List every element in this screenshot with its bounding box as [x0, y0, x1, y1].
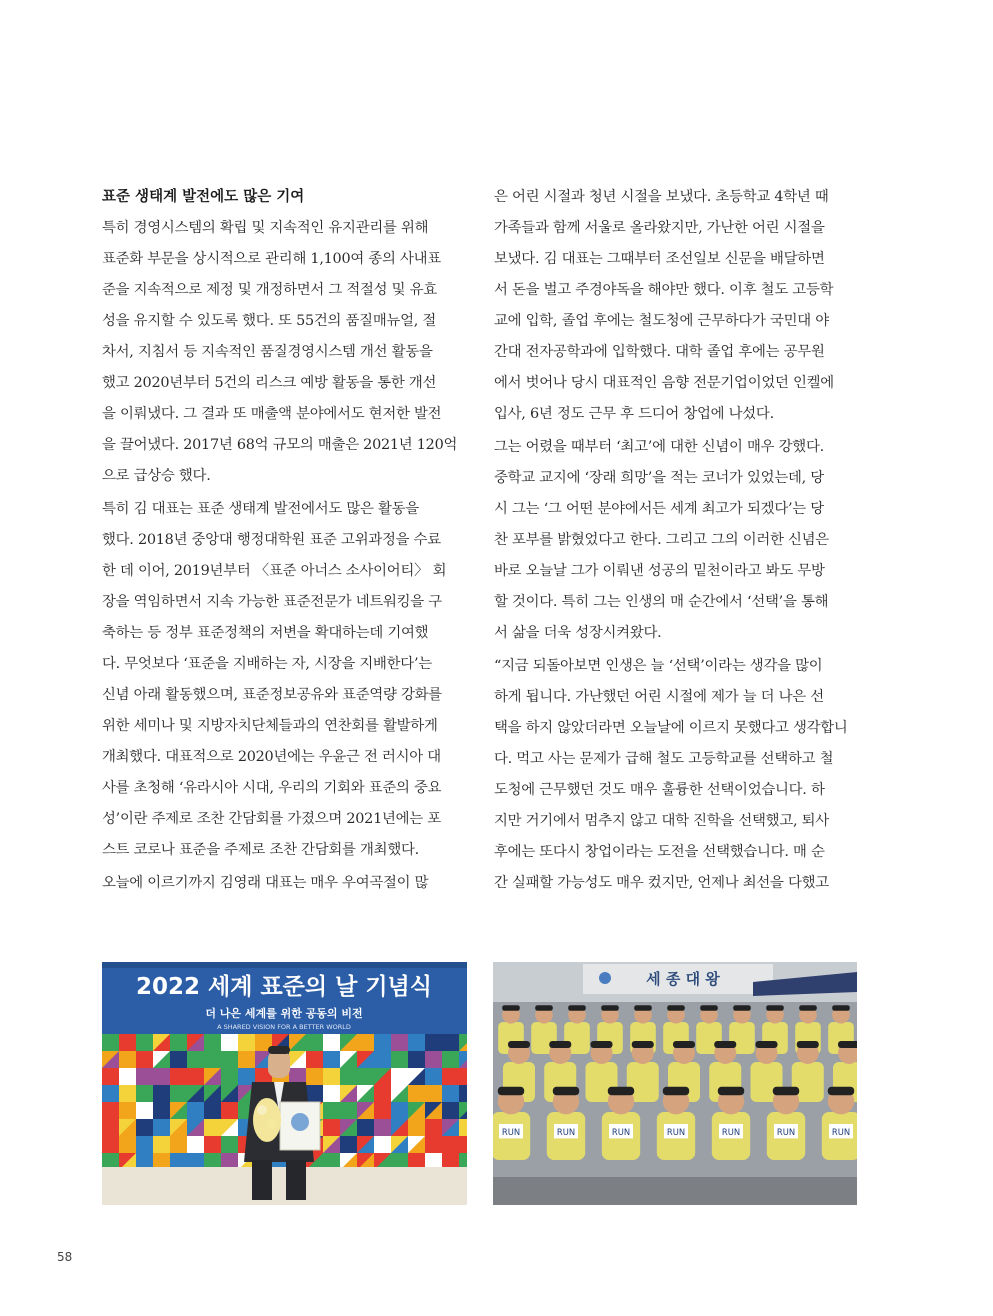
text-line: 은 어린 시절과 청년 시절을 보냈다. 초등학교 4학년 때 [494, 189, 829, 205]
article-right-column [494, 182, 859, 899]
mosaic-tile [170, 1051, 187, 1068]
mosaic-tile [459, 1068, 467, 1085]
mosaic-tile [306, 1034, 323, 1051]
text-line: 했다. 2018년 중앙대 행정대학원 표준 고위과정을 수료 [102, 532, 441, 548]
runner-hair [502, 1005, 520, 1011]
mosaic-tile [442, 1136, 459, 1153]
runner-hair [714, 1041, 736, 1048]
mosaic-tile [136, 1119, 153, 1136]
mosaic-tile [170, 1034, 187, 1051]
text-line: 신념 아래 활동했으며, 표준정보공유와 표준역량 강화를 [102, 687, 442, 703]
mosaic-tile [102, 1136, 119, 1153]
mosaic-tile [442, 1085, 459, 1102]
mosaic-tile [374, 1119, 391, 1136]
mosaic-tile [204, 1102, 221, 1119]
runner-hair [799, 1005, 817, 1011]
runner-hair [508, 1041, 530, 1048]
mosaic-tile [187, 1136, 204, 1153]
runner-hair [797, 1041, 819, 1048]
text-line: 가족들과 함께 서울로 올라왔지만, 가난한 어린 시절을 [494, 220, 825, 236]
mosaic-tile [374, 1085, 391, 1102]
runner-hair [838, 1041, 857, 1048]
runner-hair [756, 1041, 778, 1048]
sign-text: 세 종 대 왕 [646, 970, 720, 988]
text-line: 장을 역임하면서 지속 가능한 표준전문가 네트워킹을 구 [102, 594, 442, 610]
banner-english: A SHARED VISION FOR A BETTER WORLD [217, 1023, 351, 1031]
runner-hair [663, 1087, 689, 1095]
text-line: 오늘에 이르기까지 김영래 대표는 매우 우여곡절이 많 [102, 875, 429, 891]
text-line: 교에 입학, 졸업 후에는 철도청에 근무하다가 국민대 야 [494, 313, 829, 329]
mosaic-tile [204, 1119, 221, 1136]
mosaic-tile [459, 1136, 467, 1153]
text-line: 스트 코로나 표준을 주제로 조찬 간담회를 개최했다. [102, 842, 419, 858]
article-left-column [102, 182, 467, 899]
mosaic-tile [323, 1034, 340, 1051]
text-line: 에서 벗어나 당시 대표적인 음향 전문기업이었던 인켈에 [494, 375, 834, 391]
text-line: 서 돈을 벌고 주경야독을 해야만 했다. 이후 철도 고등학 [494, 282, 834, 298]
mosaic-tile [221, 1034, 238, 1051]
text-line: 간 실패할 가능성도 매우 컸지만, 언제나 최선을 다했고 [494, 875, 829, 891]
text-line: 한 데 이어, 2019년부터 〈표준 아너스 소사이어티〉 회 [102, 563, 447, 579]
runner-hair [608, 1087, 634, 1095]
text-line: 중학교 교지에 ‘장래 희망’을 적는 코너가 있었는데, 당 [494, 470, 824, 486]
text-line: 택을 하지 않았더라면 오늘날에 이르지 못했다고 생각합니 [494, 720, 848, 736]
text-line: 을 끌어냈다. 2017년 68억 규모의 매출은 2021년 120억 [102, 437, 458, 453]
runner-hair [673, 1041, 695, 1048]
mosaic-tile [408, 1034, 425, 1051]
race-bib-text: RUN [831, 1126, 851, 1137]
text-line: 서 삶을 더욱 성장시켜왔다. [494, 625, 662, 641]
section-heading: 표준 생태계 발전에도 많은 기여 [102, 189, 305, 205]
mosaic-tile [119, 1034, 136, 1051]
mosaic-tile [153, 1136, 170, 1153]
page-number: 58 [57, 1250, 73, 1264]
mosaic-tile [119, 1136, 136, 1153]
runner-hair [498, 1087, 524, 1095]
runner-crowd [493, 1005, 857, 1160]
mosaic-tile [391, 1051, 408, 1068]
runner-hair [535, 1005, 553, 1011]
text-line: 그는 어렸을 때부터 ‘최고’에 대한 신념이 매우 강했다. [494, 439, 824, 455]
mosaic-tile [102, 1068, 119, 1085]
mosaic-tile [136, 1102, 153, 1119]
mosaic-tile [323, 1119, 340, 1136]
mosaic-tile [306, 1068, 323, 1085]
mosaic-tile [442, 1034, 459, 1051]
mosaic-tile [170, 1085, 187, 1102]
text-line: 으로 급상승 했다. [102, 468, 211, 484]
photo-marathon-group [493, 962, 857, 1205]
mosaic-tile [153, 1085, 170, 1102]
text-line: 을 이뤄냈다. 그 결과 또 매출액 분야에서도 현저한 발전 [102, 406, 442, 422]
race-bib-text: RUN [721, 1126, 741, 1137]
mosaic-tile [170, 1136, 187, 1153]
mosaic-tile [425, 1034, 442, 1051]
text-line: 준을 지속적으로 제정 및 개정하면서 그 적절성 및 유효 [102, 282, 437, 298]
mosaic-tile [323, 1102, 340, 1119]
runner-hair [634, 1005, 652, 1011]
mosaic-tile [306, 1051, 323, 1068]
text-line: 표준화 부문을 상시적으로 관리해 1,100여 종의 사내표 [102, 251, 441, 267]
mosaic-tile [357, 1119, 374, 1136]
text-line: 사를 초청해 ‘유라시아 시대, 우리의 기회와 표준의 중요 [102, 780, 442, 796]
mosaic-tile [391, 1034, 408, 1051]
mosaic-tile [102, 1102, 119, 1119]
mosaic-tile [442, 1051, 459, 1068]
mosaic-tile [425, 1085, 442, 1102]
mosaic-tile [136, 1068, 153, 1085]
runner-hair [828, 1087, 854, 1095]
mosaic-tile [459, 1119, 467, 1136]
mosaic-tile [119, 1051, 136, 1068]
mosaic-tile [357, 1068, 374, 1085]
mosaic-tile [357, 1034, 374, 1051]
mosaic-tile [425, 1119, 442, 1136]
text-line: 보냈다. 김 대표는 그때부터 조선일보 신문을 배달하면 [494, 251, 825, 267]
mosaic-tile [136, 1051, 153, 1068]
mosaic-tile [442, 1102, 459, 1119]
text-line: 시 그는 ‘그 어떤 분야에서든 세계 최고가 되겠다’는 당 [494, 501, 824, 517]
mosaic-tile [425, 1051, 442, 1068]
mosaic-tile [102, 1119, 119, 1136]
mosaic-tile [136, 1034, 153, 1051]
mosaic-tile [340, 1136, 357, 1153]
mosaic-tile [153, 1119, 170, 1136]
runner-hair [601, 1005, 619, 1011]
mosaic-tile [374, 1034, 391, 1051]
mosaic-tile [459, 1085, 467, 1102]
text-line: 후에는 또다시 창업이라는 도전을 선택했습니다. 매 순 [494, 844, 825, 860]
text-line: 도청에 근무했던 것도 매우 훌륭한 선택이었습니다. 하 [494, 782, 825, 798]
race-bib-text: RUN [776, 1126, 796, 1137]
mosaic-tile [119, 1085, 136, 1102]
text-line: 다. 먹고 사는 문제가 급해 철도 고등학교를 선택하고 철 [494, 751, 834, 767]
runner-hair [568, 1005, 586, 1011]
mosaic-tile [221, 1051, 238, 1068]
mosaic-tile [340, 1068, 357, 1085]
mosaic-tile [187, 1102, 204, 1119]
mosaic-tile [221, 1068, 238, 1085]
mosaic-tile [425, 1068, 442, 1085]
mosaic-tile [425, 1136, 442, 1153]
race-bib-text: RUN [556, 1126, 576, 1137]
mosaic-tile [408, 1051, 425, 1068]
race-bib-text: RUN [611, 1126, 631, 1137]
text-line: 입사, 6년 정도 근무 후 드디어 창업에 나섰다. [494, 406, 774, 422]
mosaic-tile [408, 1119, 425, 1136]
text-line: 위한 세미나 및 지방자치단체들과의 연찬회를 활발하게 [102, 718, 438, 734]
text-line: 바로 오늘날 그가 이뤄낸 성공의 밑천이라고 봐도 무방 [494, 563, 825, 579]
mosaic-tile [204, 1034, 221, 1051]
mosaic-tile [153, 1068, 170, 1085]
photo-award-ceremony [102, 962, 467, 1205]
text-line: 차서, 지침서 등 지속적인 품질경영시스템 개선 활동을 [102, 344, 433, 360]
text-line: 간대 전자공학과에 입학했다. 대학 졸업 후에는 공무원 [494, 344, 825, 360]
mosaic-tile [136, 1085, 153, 1102]
mosaic-tile [391, 1102, 408, 1119]
race-bib-text: RUN [501, 1126, 521, 1137]
mosaic-tile [306, 1085, 323, 1102]
mosaic-tile [391, 1068, 408, 1085]
mosaic-tile [187, 1051, 204, 1068]
right-column-body [494, 182, 859, 899]
mosaic-tile [374, 1136, 391, 1153]
left-column-body [102, 213, 467, 899]
text-line: 할 것이다. 특히 그는 인생의 매 순간에서 ‘선택’을 통해 [494, 594, 829, 610]
mosaic-tile [153, 1102, 170, 1119]
mosaic-tile [238, 1034, 255, 1051]
text-line: 지만 거기에서 멈추지 않고 대학 진학을 선택했고, 퇴사 [494, 813, 829, 829]
mosaic-tile [374, 1051, 391, 1068]
runner-hair [667, 1005, 685, 1011]
text-line: “지금 되돌아보면 인생은 늘 ‘선택’이라는 생각을 많이 [494, 658, 823, 674]
mosaic-tile [323, 1051, 340, 1068]
race-bib-text: RUN [666, 1126, 686, 1137]
mosaic-tile [340, 1102, 357, 1119]
mosaic-tile [323, 1068, 340, 1085]
text-line: 했고 2020년부터 5건의 리스크 예방 활동을 통한 개선 [102, 375, 437, 391]
runner-hair [549, 1041, 571, 1048]
runner-hair [766, 1005, 784, 1011]
runner-hair [553, 1087, 579, 1095]
text-line: 성’이란 주제로 조찬 간담회를 가졌으며 2021년에는 포 [102, 811, 441, 827]
text-line: 개최했다. 대표적으로 2020년에는 우윤근 전 러시아 대 [102, 749, 441, 765]
runner-hair [632, 1041, 654, 1048]
runner-hair [832, 1005, 850, 1011]
text-line: 특히 경영시스템의 확립 및 지속적인 유지관리를 위해 [102, 220, 429, 236]
runner-hair [700, 1005, 718, 1011]
mosaic-tile [221, 1102, 238, 1119]
banner-subtitle: 더 나은 세계를 위한 공동의 비전 [205, 1007, 363, 1020]
runner-hair [773, 1087, 799, 1095]
text-line: 찬 포부를 밝혔었다고 한다. 그리고 그의 이러한 신념은 [494, 532, 829, 548]
mosaic-tile [204, 1136, 221, 1153]
mosaic-tile [136, 1136, 153, 1153]
mosaic-tile [102, 1085, 119, 1102]
mosaic-tile [102, 1034, 119, 1051]
runner-hair [733, 1005, 751, 1011]
mosaic-tile [170, 1068, 187, 1085]
mosaic-tile [374, 1102, 391, 1119]
mosaic-tile [323, 1085, 340, 1102]
runner-hair [591, 1041, 613, 1048]
text-line: 축하는 등 정부 표준정책의 저변을 확대하는데 기여했 [102, 625, 429, 641]
text-line: 하게 됩니다. 가난했던 어린 시절에 제가 늘 더 나은 선 [494, 689, 824, 705]
mosaic-tile [187, 1068, 204, 1085]
banner-title: 2022 세계 표준의 날 기념식 [135, 974, 433, 1000]
text-line: 성을 유지할 수 있도록 했다. 또 55건의 품질매뉴얼, 절 [102, 313, 437, 329]
text-line: 특히 김 대표는 표준 생태계 발전에서도 많은 활동을 [102, 501, 419, 517]
mosaic-tile [221, 1136, 238, 1153]
runner-hair [718, 1087, 744, 1095]
text-line: 다. 무엇보다 ‘표준을 지배하는 자, 시장을 지배한다’는 [102, 656, 432, 672]
